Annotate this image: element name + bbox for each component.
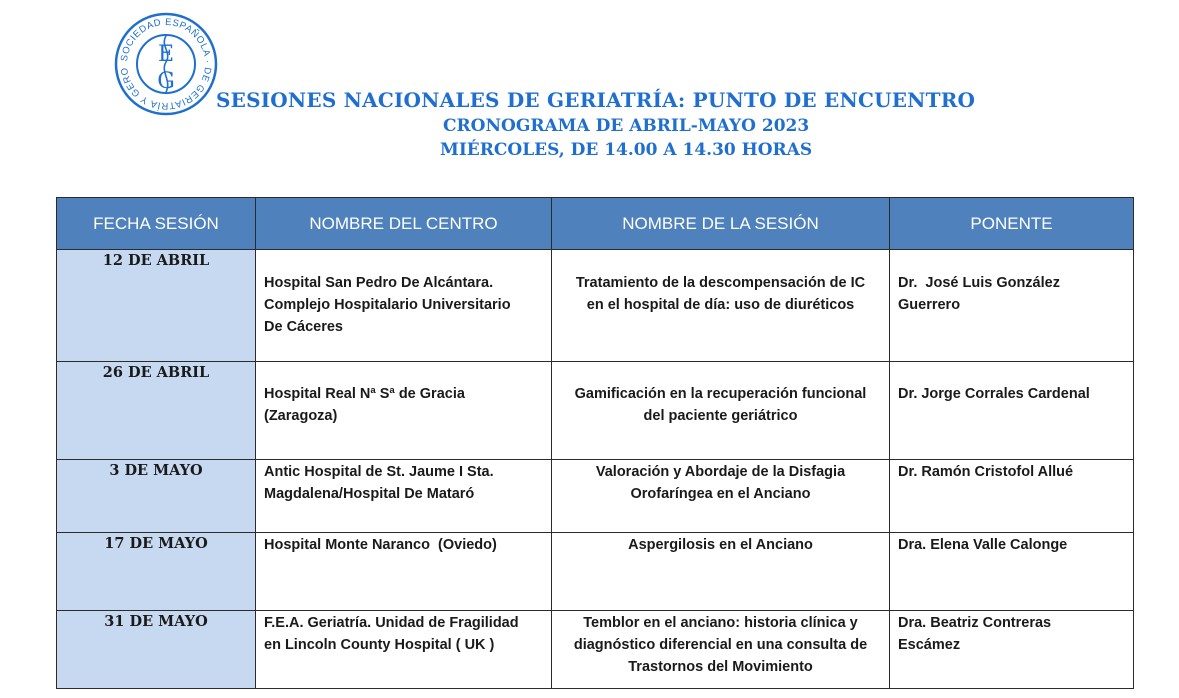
ponente-line: Dr. José Luis González — [898, 275, 1060, 291]
sesion-line: Tratamiento de la descompensación de IC — [575, 275, 866, 291]
centro-line: Hospital San Pedro De Alcántara. — [264, 275, 494, 291]
centro-cell — [256, 533, 552, 611]
column-header-fecha: FECHA SESIÓN — [57, 198, 256, 250]
schedule-table — [56, 197, 1134, 689]
table-row — [57, 362, 1134, 460]
centro-line: Magdalena/Hospital De Mataró — [264, 486, 475, 502]
session-date: 26 DE ABRIL — [57, 362, 256, 460]
sesion-line: Aspergilosis en el Anciano — [628, 537, 813, 553]
sesion-line: en el hospital de día: uso de diuréticos — [586, 297, 855, 313]
svg-text:G: G — [157, 69, 175, 94]
centro-line: en Lincoln County Hospital ( UK ) — [264, 637, 495, 653]
ponente-line: Guerrero — [898, 297, 961, 313]
centro-cell — [256, 460, 552, 533]
logo-seal-icon — [114, 12, 218, 116]
table-row — [57, 460, 1134, 533]
centro-line: F.E.A. Geriatría. Unidad de Fragilidad — [264, 615, 519, 631]
session-date: 17 DE MAYO — [57, 533, 256, 611]
sesion-cell — [552, 533, 890, 611]
ponente-cell — [890, 460, 1134, 533]
centro-line: Complejo Hospitalario Universitario — [264, 297, 511, 313]
page-title: SESIONES NACIONALES DE GERIATRÍA: PUNTO DE ENCUENTRO — [216, 88, 976, 112]
schedule-time: MIÉRCOLES, DE 14.00 A 14.30 HORAS — [440, 140, 813, 160]
session-date: 12 DE ABRIL — [57, 250, 256, 362]
centro-line: De Cáceres — [264, 319, 343, 335]
centro-line: Antic Hospital de St. Jaume I Sta. — [264, 464, 494, 480]
session-date: 3 DE MAYO — [57, 460, 256, 533]
sesion-cell — [552, 611, 890, 689]
table-row — [57, 250, 1134, 362]
ponente-cell — [890, 533, 1134, 611]
table-row — [57, 611, 1134, 689]
session-date: 31 DE MAYO — [57, 611, 256, 689]
page-subtitle: CRONOGRAMA DE ABRIL-MAYO 2023 — [443, 116, 810, 136]
ponente-cell — [890, 362, 1134, 460]
ponente-cell — [890, 611, 1134, 689]
svg-text:E: E — [157, 42, 175, 67]
centro-line: Hospital Monte Naranco (Oviedo) — [264, 537, 497, 553]
sesion-line: Trastornos del Movimiento — [628, 659, 813, 675]
sesion-cell — [552, 250, 890, 362]
centro-cell — [256, 362, 552, 460]
sociedad-logo — [114, 12, 218, 116]
sesion-line: diagnóstico diferencial en una consulta de — [573, 637, 868, 653]
ponente-cell — [890, 250, 1134, 362]
table-header — [57, 198, 1134, 250]
svg-text:SOCIEDAD ESPAÑOLA · DE GERIATR: SOCIEDAD ESPAÑOLA · DE GERIATRÍA Y GERO — [119, 16, 214, 112]
sesion-cell — [552, 460, 890, 533]
centro-line: Hospital Real Nª Sª de Gracia — [264, 386, 465, 402]
sesion-line: Gamificación en la recuperación funcional — [574, 386, 867, 402]
centro-line: (Zaragoza) — [264, 408, 338, 424]
sesion-line: Temblor en el anciano: historia clínica y — [583, 615, 858, 631]
sesion-cell — [552, 362, 890, 460]
ponente-line: Dr. Ramón Cristofol Allué — [898, 464, 1074, 480]
column-header-sesion: NOMBRE DE LA SESIÓN — [552, 198, 890, 250]
sesion-line: Valoración y Abordaje de la Disfagia — [595, 464, 846, 480]
column-header-centro: NOMBRE DEL CENTRO — [256, 198, 552, 250]
ponente-line: Dra. Elena Valle Calonge — [898, 537, 1068, 553]
ponente-line: Dra. Beatriz Contreras — [898, 615, 1052, 631]
ponente-line: Dr. Jorge Corrales Cardenal — [898, 386, 1090, 402]
table-row — [57, 533, 1134, 611]
sesion-line: del paciente geriátrico — [643, 408, 798, 424]
centro-cell — [256, 611, 552, 689]
centro-cell — [256, 250, 552, 362]
ponente-line: Escámez — [898, 637, 961, 653]
column-header-ponente: PONENTE — [890, 198, 1134, 250]
sesion-line: Orofaríngea en el Anciano — [630, 486, 811, 502]
